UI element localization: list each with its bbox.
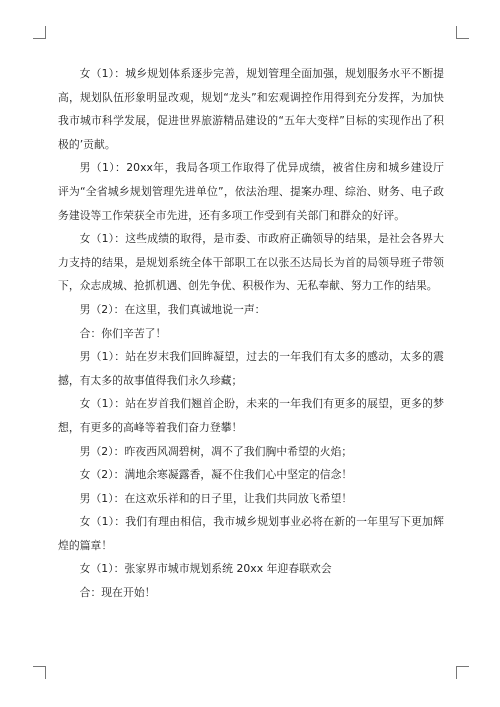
document-body [58,62,444,605]
paragraph-6: 男（1）：站在岁末我们回眸凝望，过去的一年我们有太多的感动，太多的震撼，有太多的故事值得我们永久珍藏； [58,350,444,387]
paragraph-7: 女（1）：站在岁首我们翘首企盼，未来的一年我们有更多的展望，更多的梦想，有更多的高峰等着我们奋力登攀！ [58,397,444,434]
paragraph-11: 女（1）：我们有理由相信，我市城乡规划事业必将在新的一年里写下更加辉煌的篇章！ [58,515,444,552]
paragraph-3: 女（1）：这些成绩的取得，是市委、市政府正确领导的结果，是社会各界大力支持的结果，是规划系统全体干部职工在以张丕达局长为首的局领导班子带领下，众志成城、抢抓机遇、创先争优、积极作为、无私奉献、努力工作的结果。 [58,232,444,293]
paragraph-5: 合：你们辛苦了！ [79,326,167,340]
crop-mark-bottom-right [456,666,469,679]
paragraph-2: 男（1）：20xx年，我局各项工作取得了优异成绩，被省住房和城乡建设厅评为“全省城乡规划管理先进单位”，依法治理、提案办理、综治、财务、电子政务建设等工作荣获全市先进，还有多项工作受到有关部门和群众的好评。 [58,161,444,222]
paragraph-1: 女（1）：城乡规划体系逐步完善，规划管理全面加强，规划服务水平不断提高，规划队伍形象明显改观，规划“龙头”和宏观调控作用得到充分发挥，为加快我市城市科学发展，促进世界旅游精品建设的“五年大变样”目标的实现作出了积极的’贡献。 [58,67,444,151]
paragraph-10: 男（1）：在这欢乐祥和的日子里，让我们共同放飞希望！ [79,491,353,505]
paragraph-13: 合：现在开始！ [79,586,156,600]
paragraph-8: 男（2）：昨夜西风凋碧树，凋不了我们胸中希望的火焰； [79,444,353,458]
crop-mark-top-left [33,26,46,39]
paragraph-4: 男（2）：在这里，我们真诚地说一声： [79,302,266,316]
paragraph-12: 女（1）：张家界市城市规划系统 20xx 年迎春联欢会 [79,562,332,576]
crop-mark-bottom-left [33,666,46,679]
crop-mark-top-right [456,26,469,39]
paragraph-9: 女（2）：满地余寒凝露香，凝不住我们心中坚定的信念！ [79,468,353,482]
